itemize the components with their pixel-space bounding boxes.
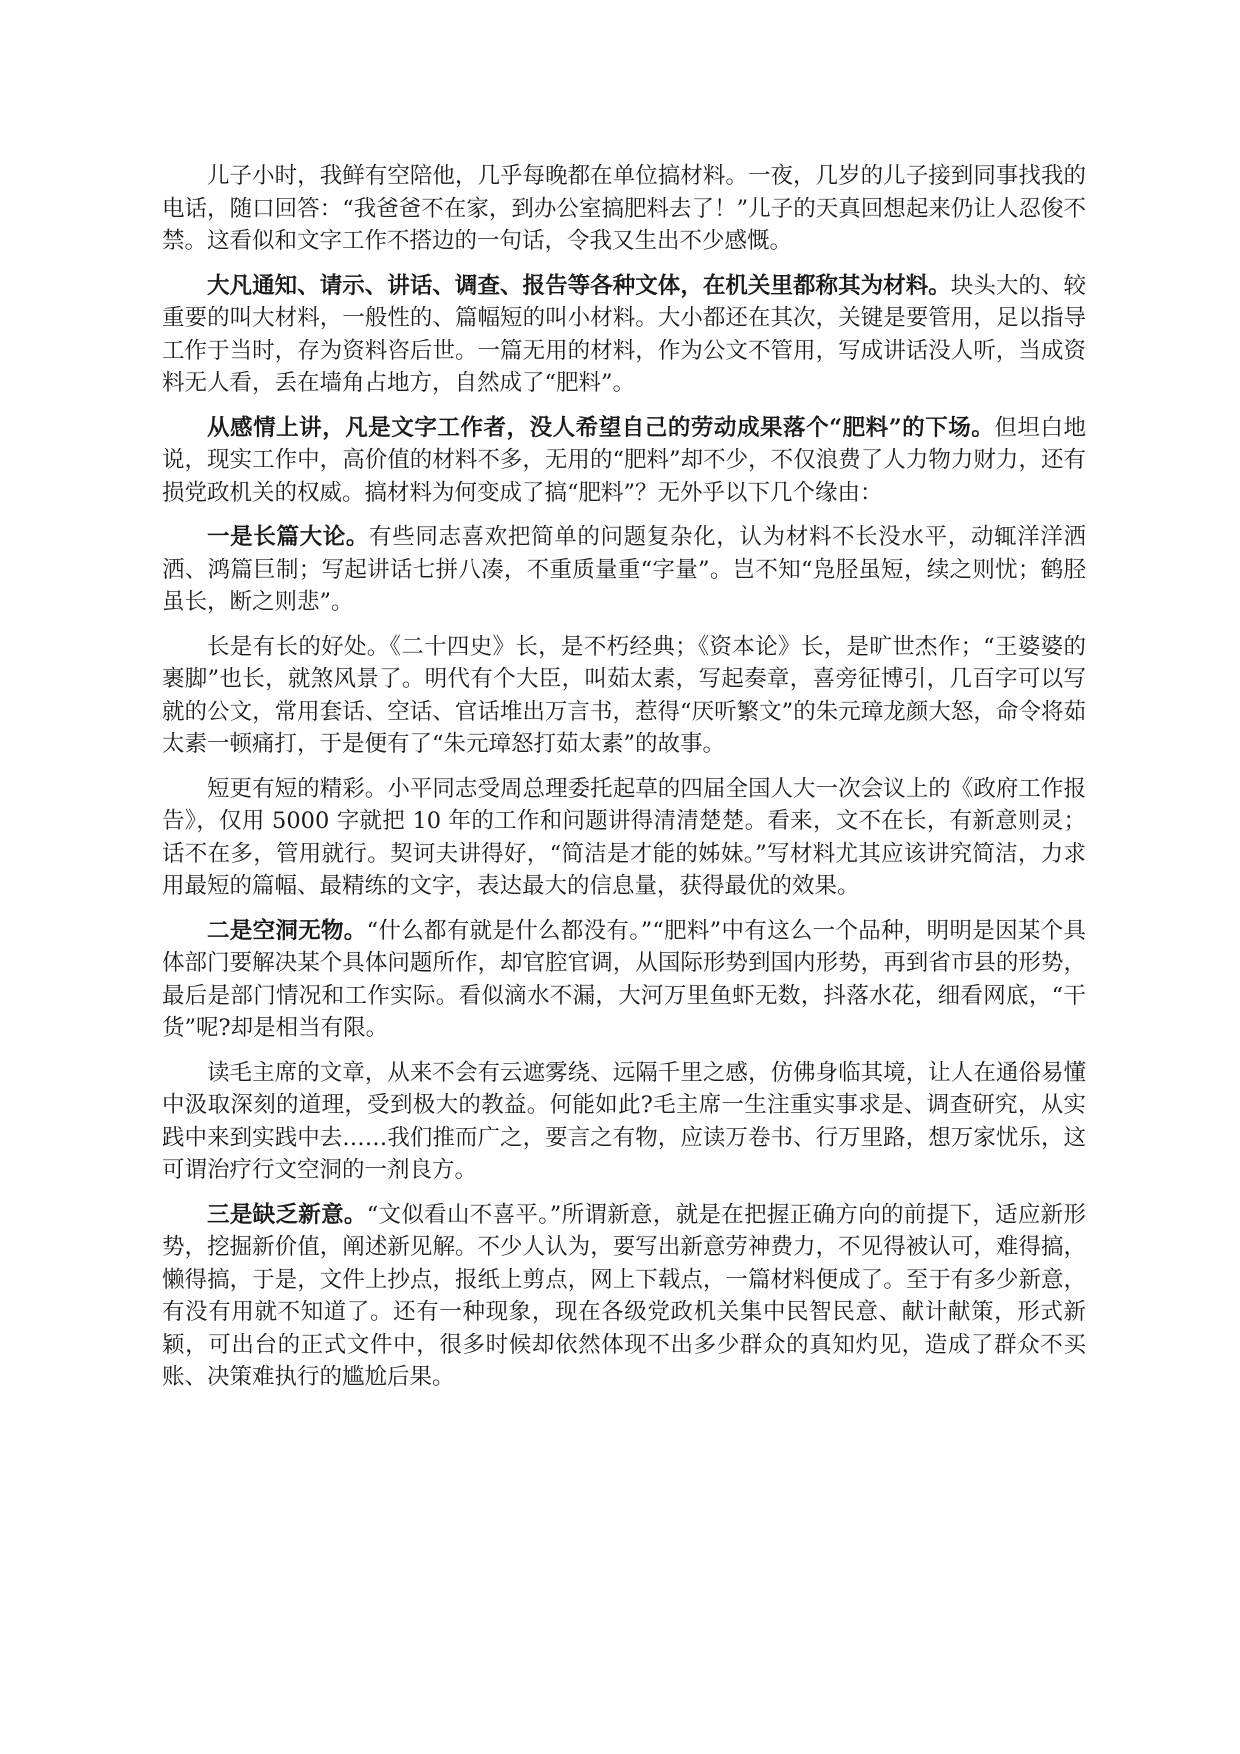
paragraph-text: 块头大的、较重要的叫大材料，一般性的、篇幅短的叫小材料。大小都还在其次，关键是要管用，足以指导工作于当时，存为资料咨后世。一篇无用的材料，作为公文不管用，写成讲话没人听，当成资料无人看，丢在墙角占地方，自然成了“肥料”。 (162, 272, 1086, 396)
paragraph-1 (162, 160, 1086, 258)
paragraph-5 (162, 631, 1086, 761)
paragraph-lead: 一是长篇大论。 (207, 524, 370, 550)
paragraph-9 (162, 1199, 1086, 1394)
paragraph-lead: 三是缺乏新意。 (207, 1201, 367, 1228)
paragraph-text: 读毛主席的文章，从来不会有云遮雾绕、远隔千里之感，仿佛身临其境，让人在通俗易懂中汲取深刻的道理，受到极大的教益。何能如此?毛主席一生注重实事求是、调查研究，从实践中来到实践中去……我们推而广之，要言之有物，应读万卷书、行万里路，想万家忧乐，这可谓治疗行文空洞的一剂良方。 (162, 1059, 1086, 1183)
paragraph-text: 但坦白地说，现实工作中，高价值的材料不多，无用的“肥料”却不少，不仅浪费了人力物力财力，还有损党政机关的权威。搞材料为何变成了搞“肥料”？无外乎以下几个缘由： (162, 414, 1086, 506)
paragraph-text: 长是有长的好处。《二十四史》长，是不朽经典；《资本论》长，是旷世杰作；“王婆婆的裹脚”也长，就煞风景了。明代有个大臣，叫茹太素，写起奏章，喜旁征博引，几百字可以写就的公文，常用套话、空话、官话堆出万言书，惹得“厌听繁文”的朱元璋龙颜大怒，命令将茹太素一顿痛打，于是便有了“朱元璋怒打茹太素”的故事。 (162, 633, 1086, 757)
paragraph-3 (162, 412, 1086, 510)
paragraph-4 (162, 521, 1086, 619)
paragraph-text: 短更有短的精彩。小平同志受周总理委托起草的四届全国人大一次会议上的《政府工作报告》，仅用 5000 字就把 10 年的工作和问题讲得清清楚楚。看来，文不在长，有新意则灵；话不在多，管用就行。契诃夫讲得好，“简洁是才能的姊妹。”写材料尤其应该讲究简洁，力求用最短的篇幅、最精练的文字，表达最大的信息量，获得最优的效果。 (162, 775, 1086, 899)
paragraph-2 (162, 270, 1086, 400)
paragraph-text: 儿子小时，我鲜有空陪他，几乎每晚都在单位搞材料。一夜，几岁的儿子接到同事找我的电话，随口回答：“我爸爸不在家，到办公室搞肥料去了！”儿子的天真回想起来仍让人忍俊不禁。这看似和文字工作不搭边的一句话，令我又生出不少感慨。 (162, 163, 1086, 254)
document-body (162, 160, 1086, 1406)
paragraph-lead: 从感情上讲，凡是文字工作者，没人希望自己的劳动成果落个“肥料”的下场。 (207, 414, 995, 441)
paragraph-text: “什么都有就是什么都没有。”“肥料”中有这么一个品种，明明是因某个具体部门要解决某个具体问题所作，却官腔官调，从国际形势到国内形势，再到省市县的形势，最后是部门情况和工作实际。看似滴水不漏，大河万里鱼虾无数，抖落水花，细看网底，“干货”呢?却是相当有限。 (162, 917, 1086, 1041)
paragraph-text: “文似看山不喜平。”所谓新意，就是在把握正确方向的前提下，适应新形势，挖掘新价值，阐述新见解。不少人认为，要写出新意劳神费力，不见得被认可，难得搞，懒得搞，于是，文件上抄点，报纸上剪点，网上下载点，一篇材料便成了。至于有多少新意，有没有用就不知道了。还有一种现象，现在各级党政机关集中民智民意、献计献策，形式新颖，可出台的正式文件中，很多时候却依然体现不出多少群众的真知灼见，造成了群众不买账、决策难执行的尴尬后果。 (162, 1201, 1086, 1390)
paragraph-text: 有些同志喜欢把简单的问题复杂化，认为材料不长没水平，动辄洋洋洒洒、鸿篇巨制；写起讲话七拼八凑，不重质量重“字量”。岂不知“凫胫虽短，续之则忧；鹤胫虽长，断之则悲”。 (162, 524, 1086, 615)
paragraph-6 (162, 773, 1086, 903)
paragraph-8 (162, 1057, 1086, 1187)
paragraph-lead: 大凡通知、请示、讲话、调查、报告等各种文体，在机关里都称其为材料。 (207, 272, 951, 299)
paragraph-7 (162, 915, 1086, 1045)
paragraph-lead: 二是空洞无物。 (207, 917, 367, 944)
